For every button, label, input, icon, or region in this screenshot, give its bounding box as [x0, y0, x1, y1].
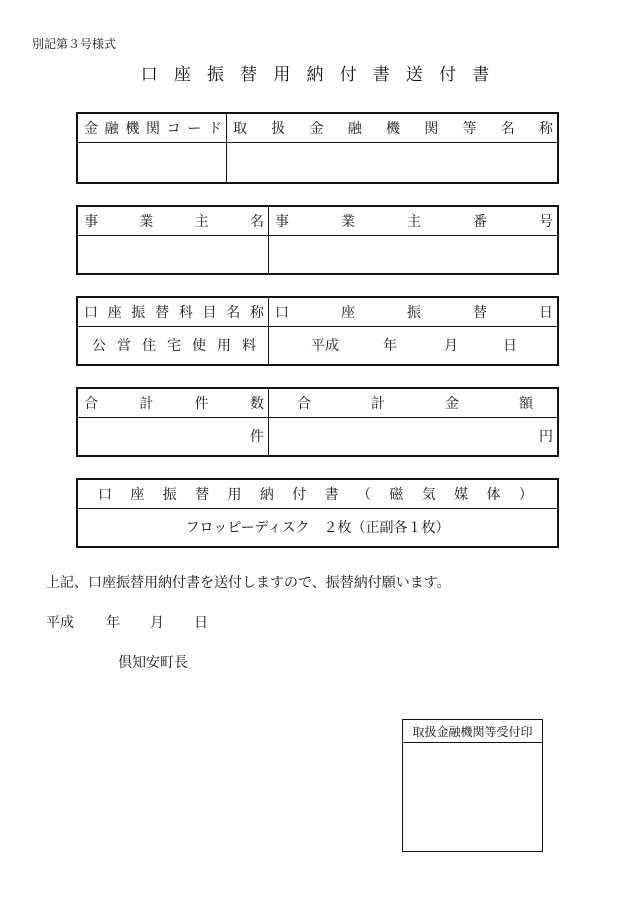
label-char: 目 — [202, 305, 217, 321]
transfer-item-value-text — [78, 326, 268, 364]
transfer-item-header-row — [78, 298, 557, 327]
employer-number-field[interactable] — [269, 235, 557, 273]
bank-code-field[interactable] — [78, 142, 226, 182]
total-count-header — [78, 389, 268, 417]
label-char: 名 — [500, 121, 515, 137]
label-char: 数 — [249, 396, 264, 412]
label-char: 納 — [259, 487, 274, 503]
form-number: 別記第３号様式 — [32, 37, 117, 51]
employer-name-field[interactable] — [78, 235, 268, 273]
label-char: 業 — [341, 214, 355, 230]
date-line-year: 年 — [106, 615, 120, 631]
label-char: 業 — [139, 214, 154, 230]
total-count-unit: 件 — [250, 429, 264, 445]
statement-text: 上記、口座振替用納付書を送付しますので、振替納付願います。 — [46, 575, 451, 591]
label-char: 振 — [162, 487, 177, 503]
label-char: 金 — [445, 396, 459, 412]
label-char: 号 — [539, 214, 553, 230]
media-value — [78, 508, 557, 546]
media-label — [78, 480, 557, 508]
label-char: 名 — [226, 305, 241, 321]
reception-stamp-box — [402, 719, 543, 852]
label-char: 座 — [130, 487, 145, 503]
label-char: 等 — [462, 121, 477, 137]
label-char: 振 — [407, 305, 421, 321]
label-char: 宅 — [167, 338, 181, 354]
label-char: 関 — [145, 121, 160, 137]
label-char: 主 — [407, 214, 421, 230]
label-char: 額 — [519, 396, 533, 412]
label-char: 公 — [92, 338, 106, 354]
employer-header-row — [78, 207, 557, 236]
date-month-unit: 月 — [444, 338, 458, 354]
bank-code-header — [78, 114, 226, 142]
label-char: 用 — [227, 487, 242, 503]
bank-name-header — [227, 114, 557, 142]
label-char: 事 — [84, 214, 98, 230]
label-char: 名 — [249, 214, 264, 230]
total-amount-header — [269, 389, 557, 417]
label-char: 替 — [155, 305, 170, 321]
employer-number-header — [269, 207, 557, 235]
label-char: 関 — [424, 121, 439, 137]
label-char: 営 — [117, 338, 131, 354]
total-amount-field[interactable] — [269, 417, 557, 455]
label-char: 合 — [297, 396, 311, 412]
date-line-month: 月 — [150, 615, 164, 631]
label-char: 融 — [347, 121, 362, 137]
label-char: 件 — [194, 396, 209, 412]
label-char: 計 — [139, 396, 154, 412]
label-char: 振 — [131, 305, 146, 321]
label-char: ） — [518, 487, 533, 503]
employer-table — [76, 205, 559, 275]
label-char: 料 — [242, 338, 256, 354]
employer-number-label — [269, 207, 557, 235]
employer-name-label — [78, 207, 268, 235]
label-char: 事 — [275, 214, 289, 230]
date-day-unit: 日 — [503, 338, 517, 354]
label-char: 使 — [192, 338, 206, 354]
label-char: 科 — [178, 305, 193, 321]
label-char: 媒 — [454, 487, 469, 503]
date-line-era: 平成 — [46, 615, 74, 631]
label-char: 称 — [249, 305, 264, 321]
label-char: 日 — [539, 305, 553, 321]
label-char: （ — [357, 487, 371, 503]
totals-header-row — [78, 389, 557, 418]
sender-name: 倶知安町長 — [118, 655, 188, 671]
label-char: 機 — [125, 121, 140, 137]
label-char: 融 — [104, 121, 119, 137]
label-char: 磁 — [389, 487, 404, 503]
label-char: 付 — [292, 487, 307, 503]
page-title: 口座振替用納付書送付書 — [140, 65, 506, 85]
label-char: 体 — [486, 487, 501, 503]
bank-code-header-row — [78, 114, 557, 143]
label-char: 口 — [275, 305, 289, 321]
label-char: ド — [207, 121, 222, 137]
label-char: 扱 — [271, 121, 286, 137]
label-char: 替 — [195, 487, 210, 503]
bank-name-label — [227, 114, 557, 142]
transfer-item-value — [78, 326, 268, 364]
label-char: 金 — [309, 121, 324, 137]
total-count-label — [78, 389, 268, 417]
date-line-day: 日 — [194, 615, 208, 631]
label-char: 取 — [233, 121, 247, 137]
transfer-item-label — [78, 298, 268, 326]
label-char: 替 — [473, 305, 487, 321]
bank-code-table — [76, 112, 559, 184]
date-era: 平成 — [311, 338, 339, 354]
totals-table — [76, 387, 559, 457]
label-char: 気 — [421, 487, 436, 503]
transfer-date-value[interactable] — [269, 326, 557, 364]
label-char: 口 — [84, 305, 98, 321]
label-char: 書 — [324, 487, 339, 503]
transfer-date-header — [269, 298, 557, 326]
label-char: 座 — [107, 305, 122, 321]
bank-code-label — [78, 114, 226, 142]
employer-name-header — [78, 207, 268, 235]
label-char: 称 — [539, 121, 553, 137]
label-char: 番 — [473, 214, 487, 230]
label-char: ー — [187, 121, 202, 137]
transfer-item-table — [76, 296, 559, 366]
media-header-row — [78, 480, 557, 509]
bank-name-field[interactable] — [227, 142, 557, 182]
media-text: フロッピーディスク ２枚（正副各１枚） — [185, 520, 450, 536]
label-char: コ — [166, 121, 181, 137]
label-char: 機 — [386, 121, 400, 137]
label-char: 計 — [371, 396, 385, 412]
media-table — [76, 478, 559, 548]
transfer-date-label — [269, 298, 557, 326]
transfer-item-header — [78, 298, 268, 326]
total-amount-label — [269, 389, 557, 417]
label-char: 口 — [98, 487, 112, 503]
label-char: 座 — [341, 305, 355, 321]
label-char: 金 — [84, 121, 98, 137]
date-year-unit: 年 — [383, 338, 397, 354]
label-char: 合 — [84, 396, 98, 412]
label-char: 用 — [217, 338, 231, 354]
reception-stamp-label: 取扱金融機関等受付印 — [403, 720, 542, 743]
label-char: 主 — [194, 214, 209, 230]
total-count-field[interactable] — [78, 417, 268, 455]
total-amount-unit: 円 — [539, 429, 553, 445]
label-char: 住 — [142, 338, 156, 354]
media-header — [78, 480, 557, 508]
